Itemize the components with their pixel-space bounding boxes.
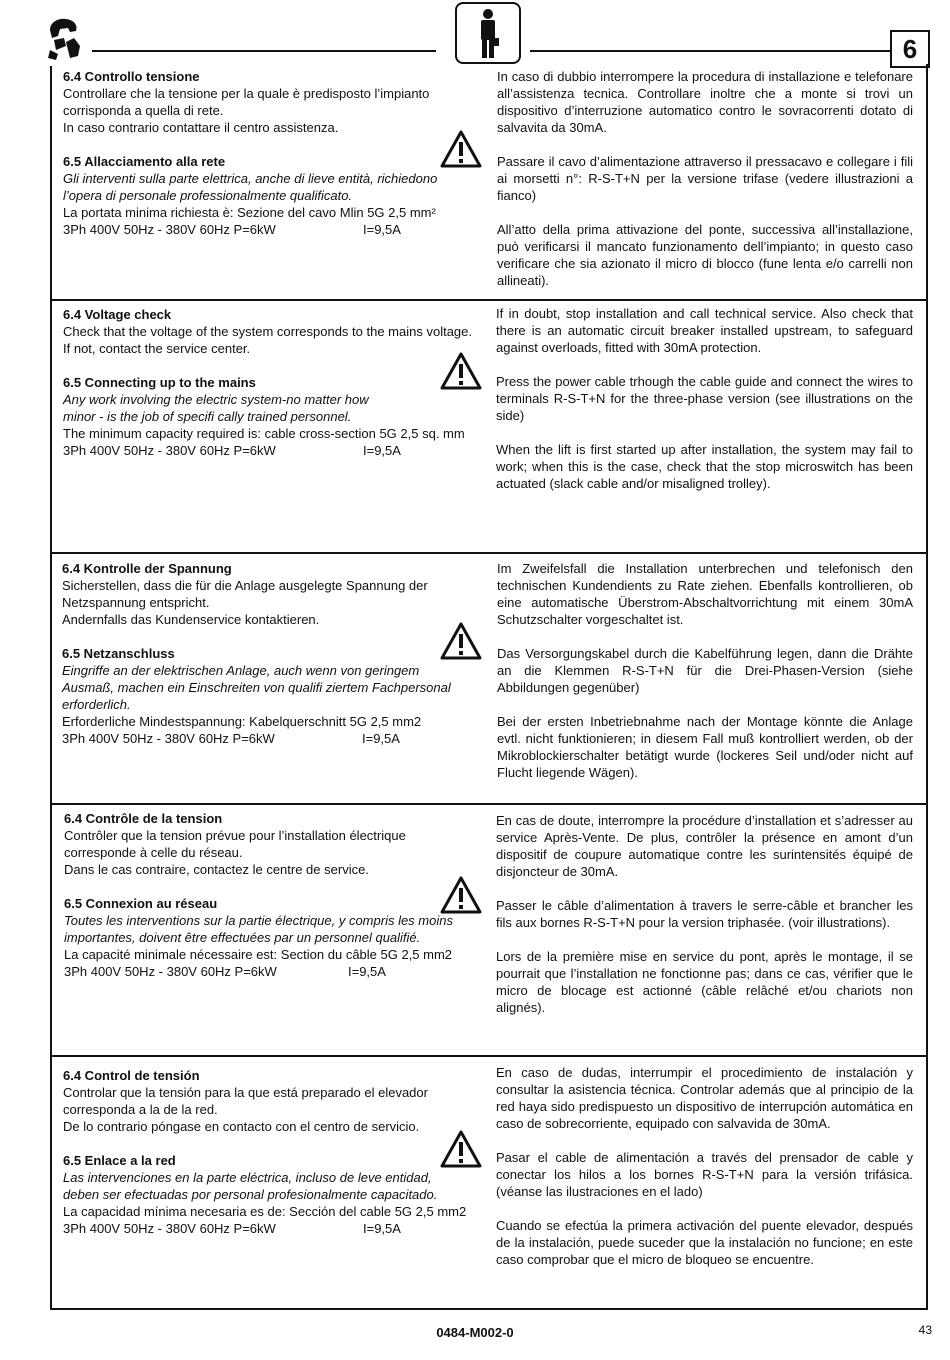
current-spec: I=9,5A (362, 731, 400, 746)
separator-2 (50, 552, 928, 554)
text-line: Controlar que la tensión para la que está preparado el elevador (63, 1085, 428, 1100)
section-it-left (63, 68, 483, 238)
warning-icon (440, 876, 482, 914)
warning-text: l’opera di personale professionalmente qualificato. (63, 188, 353, 203)
current-spec: I=9,5A (363, 222, 401, 237)
warning-icon (440, 352, 482, 390)
paragraph: Das Versorgungskabel durch die Kabelführung legen, dann die Drähte an die Klemmen R-S-T+N für die Drei-Phasen-Version (siehe Abbildungen gegenüber) (497, 646, 913, 695)
paragraph: Im Zweifelsfall die Installation unterbrechen und telefonisch den technischen Kundendients zu Rate ziehen. Ebenfalls kontrollieren, ob eine automatische Überstrom-Abschaltvorrichtung mit einem 30mA Schutzschalter vorgeschaltet ist. (497, 561, 913, 627)
text-line: Sicherstellen, dass die für die Anlage ausgelegte Spannung der (62, 578, 428, 593)
document-code: 0484-M002-0 (436, 1325, 514, 1340)
warning-text: Eingriffe an der elektrischen Anlage, auch wenn von geringem (62, 663, 420, 678)
section-de-right (497, 560, 913, 781)
paragraph: Press the power cable trhough the cable guide and connect the wires to terminals R-S-T+N for the three-phase version (see illustrations on the side) (496, 374, 913, 423)
warning-icon (440, 1130, 482, 1168)
paragraph: Lors de la première mise en service du pont, après le montage, il se pourrait que l’installation ne fonctionne pas; dans ce cas, vérifier que le micro de blocage est actionné (câble relâché et/ou chariots non alignés). (496, 949, 913, 1015)
section-de-left (62, 560, 482, 747)
paragraph: Passare il cavo d’alimentazione attraverso il pressacavo e collegare i fili ai morsetti n°: R-S-T+N per la versione trifase (vedere illustrazioni a fianco) (497, 154, 913, 203)
text-line: corresponda a la de la red. (63, 1102, 218, 1117)
cable-requirement: The minimum capacity required is: cable cross-section 5G 2,5 sq. mm (63, 426, 465, 441)
paragraph: Pasar el cable de alimentación a través del prensador de cable y conectar los hilos a los bornes R-S-T+N para la versión trifásica. (véanse las ilustraciones en el lado) (496, 1150, 913, 1199)
warning-text: minor - is the job of specifi cally trained personnel. (63, 409, 352, 424)
cable-requirement: La capacité minimale nécessaire est: Section du câble 5G 2,5 mm2 (64, 947, 453, 962)
heading-mains-connection: 6.5 Allacciamento alla rete (63, 154, 226, 169)
operator-pictogram (455, 2, 521, 64)
heading-mains-connection: 6.5 Enlace a la red (63, 1153, 176, 1168)
warning-text: Any work involving the electric system-no matter how (63, 392, 369, 407)
section-fr-right (496, 812, 913, 1016)
header-rule-right (530, 50, 890, 52)
text-line: Check that the voltage of the system corresponds to the mains voltage. (63, 324, 472, 339)
text-line: In caso contrario contattare il centro assistenza. (63, 120, 339, 135)
warning-text: Las intervenciones en la parte eléctrica, incluso de leve entidad, (63, 1170, 432, 1185)
header-rule-left (92, 50, 436, 52)
heading-mains-connection: 6.5 Netzanschluss (62, 646, 175, 661)
text-line: corresponde à celle du réseau. (64, 845, 243, 860)
heading-voltage-check: 6.4 Kontrolle der Spannung (62, 561, 232, 576)
warning-icon (440, 130, 482, 168)
text-line: Contrôler que la tension prévue pour l’installation électrique (64, 828, 406, 843)
cable-requirement: La portata minima richiesta è: Sezione del cavo Mlin 5G 2,5 mm² (63, 205, 436, 220)
person-icon (457, 4, 519, 62)
paragraph: Cuando se efectúa la primera activación del puente elevador, después de la instalación, puede suceder que la instalación no funcione; en este caso comprobar que el micro de bloqueo se encuentre. (496, 1218, 913, 1267)
text-line: Netzspannung entspricht. (62, 595, 210, 610)
heading-voltage-check: 6.4 Contrôle de la tension (64, 811, 223, 826)
power-spec: 3Ph 400V 50Hz - 380V 60Hz P=6kW I=9,5A (63, 443, 401, 458)
text-line: Controllare che la tensione per la quale è predisposto l’impianto (63, 86, 430, 101)
power-spec: 3Ph 400V 50Hz - 380V 60Hz P=6kW I=9,5A (63, 222, 401, 237)
paragraph: If in doubt, stop installation and call technical service. Also check that there is an automatic circuit breaker installed upstream, to safeguard against overloads, fitted with 30mA protection. (496, 306, 913, 355)
section-number-badge: 6 (890, 30, 930, 68)
text-line: corrisponda a quella di rete. (63, 103, 224, 118)
frame-bottom-border (50, 1308, 928, 1310)
paragraph: In caso di dubbio interrompere la procedura di installazione e telefonare all’assistenza tecnica. Controllare inoltre che a monte si trovi un dispositivo d’interruzione automatico contro le sovracorrenti dotato di salvavita da 30mA. (497, 69, 913, 135)
paragraph: En cas de doute, interrompre la procédure d’installation et s’adresser au service Après-Vente. De plus, contrôler la présence en amont d’un dispositif de coupure automatique contre les surintensités équipé de disjoncteur de 30mA. (496, 813, 913, 879)
paragraph: Passer le câble d’alimentation à travers le serre-câble et brancher les fils aux bornes R-S-T+N pour la version triphasée. (voir illustrations). (496, 898, 913, 930)
paragraph: En caso de dudas, interrumpir el procedimiento de instalación y consultar la asistencia técnica. Controlar además que al principio de la red haya sido predispuesto un dispositivo de interrupción automática en caso de sobrecorriente, equipado con salvavida de 30mA. (496, 1065, 913, 1131)
heading-mains-connection: 6.5 Connecting up to the mains (63, 375, 256, 390)
text-line: Andernfalls das Kundenservice kontaktieren. (62, 612, 320, 627)
text-line: Dans le cas contraire, contactez le centre de service. (64, 862, 369, 877)
paragraph: All’atto della prima attivazione del ponte, successiva all’installazione, può verificarsi il mancato funzionamento dell’impianto; in questo caso verificare che sia azionato il micro di blocco (fune lenta e/o carrelli non allineati). (497, 222, 913, 288)
current-spec: I=9,5A (363, 1221, 401, 1236)
paragraph: When the lift is first started up after installation, the system may fail to work; when this is the case, check that the stop microswitch has been actuated (slack cable and/or misaligned trolley). (496, 442, 913, 491)
text-line: If not, contact the service center. (63, 341, 251, 356)
page-number: 43 (918, 1323, 932, 1337)
separator-3 (50, 803, 928, 805)
cable-requirement: La capacidad mínima necesaria es de: Sección del cable 5G 2,5 mm2 (63, 1204, 467, 1219)
warning-text: erforderlich. (62, 697, 131, 712)
section-fr-left (64, 810, 480, 980)
warning-text: Toutes les interventions sur la partie électrique, y compris les moins (64, 913, 453, 928)
current-spec: I=9,5A (363, 443, 401, 458)
power-spec: 3Ph 400V 50Hz - 380V 60Hz P=6kW I=9,5A (62, 731, 400, 746)
heading-voltage-check: 6.4 Voltage check (63, 307, 172, 322)
current-spec: I=9,5A (348, 964, 386, 979)
cable-requirement: Erforderliche Mindestspannung: Kabelquerschnitt 5G 2,5 mm2 (62, 714, 422, 729)
separator-1 (50, 299, 928, 301)
frame-right-border (926, 64, 928, 1309)
section-es-left (63, 1067, 482, 1237)
frame-left-border (50, 66, 52, 1309)
warning-text: importantes, doivent être effectuées par un personnel qualifié. (64, 930, 421, 945)
heading-mains-connection: 6.5 Connexion au réseau (64, 896, 218, 911)
warning-icon (440, 622, 482, 660)
section-en-right (496, 305, 913, 492)
power-spec: 3Ph 400V 50Hz - 380V 60Hz P=6kW I=9,5A (63, 1221, 401, 1236)
section-es-right (496, 1064, 913, 1268)
section-en-left (63, 306, 483, 459)
warning-text: Gli interventi sulla parte elettrica, anche di lieve entità, richiedono (63, 171, 438, 186)
heading-voltage-check: 6.4 Controllo tensione (63, 69, 200, 84)
text-line: De lo contrario póngase en contacto con el centro de servicio. (63, 1119, 420, 1134)
separator-4 (50, 1055, 928, 1057)
warning-text: deben ser efectuadas por personal profesionalmente capacitado. (63, 1187, 438, 1202)
paragraph: Bei der ersten Inbetriebnahme nach der Montage könnte die Anlage evtl. nicht funktionieren; in diesem Fall muß kontrolliert werden, ob der Mikroblockierschalter betätigt wurde (lockeres Seil und/oder nicht auf Flucht liegende Wägen). (497, 714, 913, 780)
section-it-right (497, 68, 913, 289)
brand-logo (44, 16, 88, 62)
warning-text: Ausmaß, machen ein Einschreiten von qualifi ziertem Fachpersonal (62, 680, 451, 695)
heading-voltage-check: 6.4 Control de tensión (63, 1068, 200, 1083)
power-spec: 3Ph 400V 50Hz - 380V 60Hz P=6kW I=9,5A (64, 964, 386, 979)
